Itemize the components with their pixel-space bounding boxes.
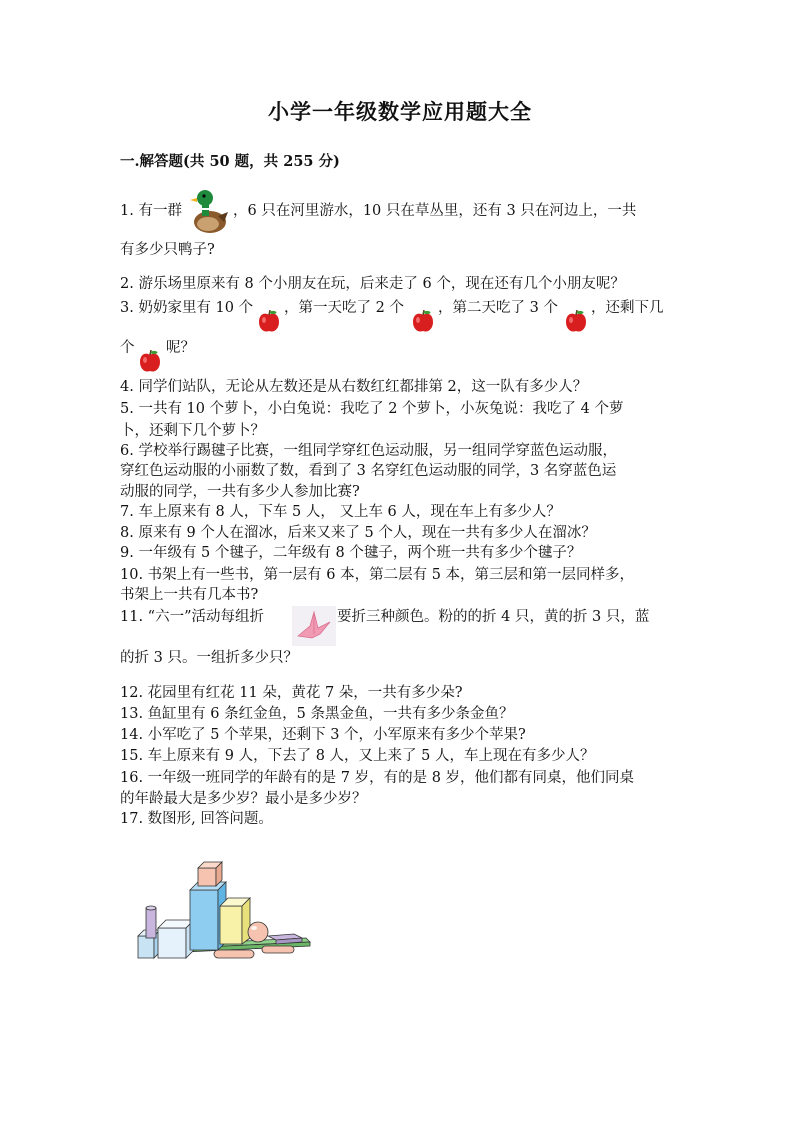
apple-icon [412,310,434,334]
q12-text: 12. 花园里有红花 11 朵，黄花 7 朵，一共有多少朵? [120,685,463,701]
q5-line-2: 卜，还剩下几个萝卜？ [120,423,265,439]
q1-text-end: 有多少只鸭子? [120,242,215,258]
apple-icon [565,310,587,334]
page-title: 小学一年级数学应用题大全 [268,99,532,124]
q3-text-6: 呢？ [166,340,195,356]
q14-text: 14. 小军吃了 5 个苹果，还剩下 3 个，小军原来有多少个苹果? [120,727,526,743]
q3-text-4: ，还剩下几 [591,300,664,316]
section-heading: 一.解答题(共 50 题，共 255 分) [120,153,340,170]
duck-icon [188,186,232,238]
q6-line-2: 穿红色运动服的小丽数了数，看到了 3 名穿红色运动服的同学，3 名穿蓝色运 [120,463,617,479]
q15-text: 15. 车上原来有 9 人，下去了 8 人，又上来了 5 人，车上现在有多少人？ [120,748,595,764]
q6-line-3: 动服的同学，一共有多少人参加比赛? [120,484,360,500]
q9-text: 9. 一年级有 5 个毽子，二年级有 8 个毽子，两个班一共有多少个毽子？ [120,545,582,561]
q11-text-end: 的折 3 只。一组折多少只？ [120,650,298,666]
paper-crane-icon [292,606,336,646]
q16-line-1: 16. 一年级一班同学的年龄有的是 7 岁，有的是 8 岁，他们都有同桌，他们同桌 [120,770,635,786]
q1-text-middle: ，6 只在河里游水，10 只在草丛里，还有 3 只在河边上，一共 [233,203,637,219]
q2-text: 2. 游乐场里原来有 8 个小朋友在玩，后来走了 6 个，现在还有几个小朋友呢？ [120,276,625,292]
q13-text: 13. 鱼缸里有 6 条红金鱼，5 条黑金鱼，一共有多少条金鱼？ [120,706,514,722]
q3-text-5: 个 [120,340,135,356]
q4-text: 4. 同学们站队，无论从左数还是从右数红红都排第 2，这一队有多少人？ [120,379,588,395]
q3-text-1: 3. 奶奶家里有 10 个 [120,300,254,316]
q17-text: 17. 数图形, 回答问题。 [120,811,273,827]
q11-text-start: 11. “六一”活动每组折 [120,609,264,625]
3d-shapes-figure [134,858,312,962]
q10-line-1: 10. 书架上有一些书，第一层有 6 本，第二层有 5 本，第三层和第一层同样多， [120,567,635,583]
q5-line-1: 5. 一共有 10 个萝卜，小白兔说：我吃了 2 个萝卜，小灰兔说：我吃了 4 个萝 [120,401,624,417]
q7-text: 7. 车上原来有 8 人，下车 5 人， 又上车 6 人，现在车上有多少人？ [120,504,561,520]
q1-text-start: 1. 有一群 [120,203,182,219]
q6-line-1: 6. 学校举行踢毽子比赛，一组同学穿红色运动服，另一组同学穿蓝色运动服， [120,443,617,459]
q10-line-2: 书架上一共有几本书? [120,587,259,603]
q16-line-2: 的年龄最大是多少岁？最小是多少岁？ [120,791,367,807]
q3-text-3: ，第二天吃了 3 个 [438,300,558,316]
apple-icon [139,350,161,374]
apple-icon [258,310,280,334]
q3-text-2: ，第一天吃了 2 个 [284,300,404,316]
q8-text: 8. 原来有 9 个人在溜冰，后来又来了 5 个人，现在一共有多少人在溜冰？ [120,525,596,541]
q11-text-middle: 要折三种颜色。粉的的折 4 只，黄的折 3 只，蓝 [337,609,650,625]
